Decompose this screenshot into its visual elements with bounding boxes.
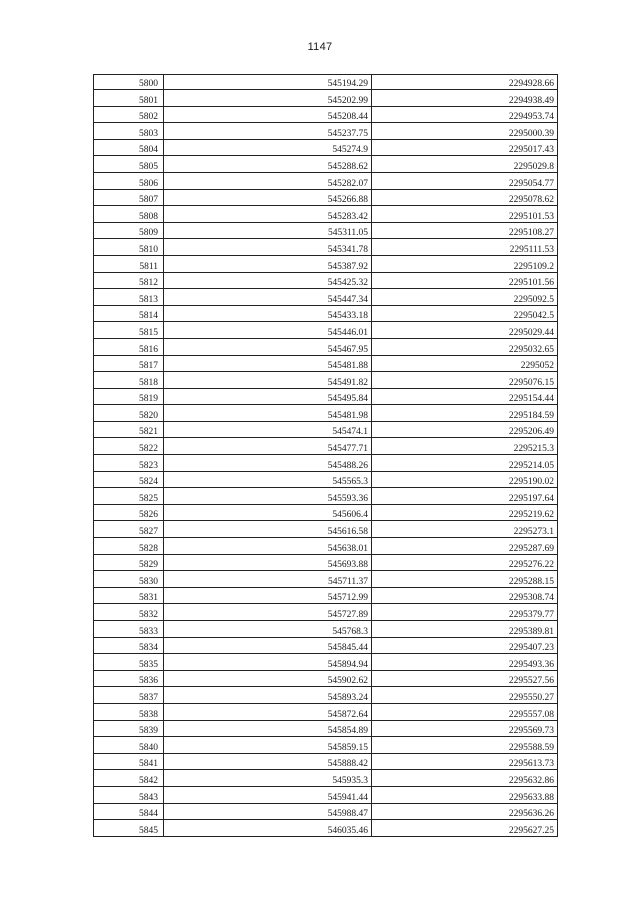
y-coordinate-cell: 2295000.39 <box>372 123 558 140</box>
point-id-cell: 5829 <box>94 554 164 571</box>
y-coordinate-cell: 2295527.56 <box>372 670 558 687</box>
x-coordinate-cell: 545446.01 <box>164 322 372 339</box>
point-id-cell: 5817 <box>94 355 164 372</box>
table-row <box>94 338 558 355</box>
page-number: 1147 <box>307 41 333 53</box>
point-id-cell: 5815 <box>94 322 164 339</box>
point-id-cell: 5836 <box>94 670 164 687</box>
x-coordinate-cell: 545467.95 <box>164 338 372 355</box>
point-id-cell: 5835 <box>94 654 164 671</box>
y-coordinate-cell: 2295092.5 <box>372 289 558 306</box>
table-row <box>94 820 558 837</box>
table-row <box>94 239 558 256</box>
x-coordinate-cell: 545491.82 <box>164 372 372 389</box>
point-id-cell: 5812 <box>94 272 164 289</box>
point-id-cell: 5807 <box>94 189 164 206</box>
x-coordinate-cell: 545288.62 <box>164 156 372 173</box>
x-coordinate-cell: 545481.88 <box>164 355 372 372</box>
point-id-cell: 5806 <box>94 172 164 189</box>
y-coordinate-cell: 2295029.44 <box>372 322 558 339</box>
point-id-cell: 5824 <box>94 471 164 488</box>
table-row <box>94 571 558 588</box>
y-coordinate-cell: 2295206.49 <box>372 421 558 438</box>
y-coordinate-cell: 2295632.86 <box>372 770 558 787</box>
x-coordinate-cell: 545208.44 <box>164 106 372 123</box>
x-coordinate-cell: 545893.24 <box>164 687 372 704</box>
point-id-cell: 5834 <box>94 637 164 654</box>
table-row <box>94 471 558 488</box>
x-coordinate-cell: 545311.05 <box>164 222 372 239</box>
point-id-cell: 5801 <box>94 90 164 107</box>
table-row <box>94 322 558 339</box>
point-id-cell: 5826 <box>94 504 164 521</box>
table-row <box>94 189 558 206</box>
point-id-cell: 5816 <box>94 338 164 355</box>
y-coordinate-cell: 2295550.27 <box>372 687 558 704</box>
point-id-cell: 5802 <box>94 106 164 123</box>
y-coordinate-cell: 2295029.8 <box>372 156 558 173</box>
x-coordinate-cell: 545935.3 <box>164 770 372 787</box>
y-coordinate-cell: 2295493.36 <box>372 654 558 671</box>
table-row <box>94 206 558 223</box>
point-id-cell: 5819 <box>94 388 164 405</box>
table-row <box>94 604 558 621</box>
y-coordinate-cell: 2295108.27 <box>372 222 558 239</box>
x-coordinate-cell: 545565.3 <box>164 471 372 488</box>
y-coordinate-cell: 2295557.08 <box>372 703 558 720</box>
table-row <box>94 803 558 820</box>
point-id-cell: 5800 <box>94 75 164 90</box>
y-coordinate-cell: 2295627.25 <box>372 820 558 837</box>
y-coordinate-cell: 2295032.65 <box>372 338 558 355</box>
point-id-cell: 5805 <box>94 156 164 173</box>
y-coordinate-cell: 2295109.2 <box>372 255 558 272</box>
table-row <box>94 670 558 687</box>
table-row <box>94 737 558 754</box>
y-coordinate-cell: 2295215.3 <box>372 438 558 455</box>
x-coordinate-cell: 545283.42 <box>164 206 372 223</box>
point-id-cell: 5809 <box>94 222 164 239</box>
table-row <box>94 621 558 638</box>
table-row <box>94 455 558 472</box>
y-coordinate-cell: 2294928.66 <box>372 75 558 90</box>
y-coordinate-cell: 2295389.81 <box>372 621 558 638</box>
y-coordinate-cell: 2295190.02 <box>372 471 558 488</box>
table-row <box>94 720 558 737</box>
x-coordinate-cell: 545988.47 <box>164 803 372 820</box>
point-id-cell: 5825 <box>94 488 164 505</box>
x-coordinate-cell: 545894.94 <box>164 654 372 671</box>
table-row <box>94 222 558 239</box>
x-coordinate-cell: 545433.18 <box>164 305 372 322</box>
x-coordinate-cell: 545593.36 <box>164 488 372 505</box>
table-row <box>94 637 558 654</box>
y-coordinate-cell: 2295111.53 <box>372 239 558 256</box>
y-coordinate-cell: 2295287.69 <box>372 538 558 555</box>
y-coordinate-cell: 2295636.26 <box>372 803 558 820</box>
table-row <box>94 289 558 306</box>
x-coordinate-cell: 545341.78 <box>164 239 372 256</box>
x-coordinate-cell: 545425.32 <box>164 272 372 289</box>
point-id-cell: 5820 <box>94 405 164 422</box>
x-coordinate-cell: 545845.44 <box>164 637 372 654</box>
table-row <box>94 786 558 803</box>
y-coordinate-cell: 2295184.59 <box>372 405 558 422</box>
point-id-cell: 5808 <box>94 206 164 223</box>
point-id-cell: 5843 <box>94 786 164 803</box>
table-row <box>94 272 558 289</box>
y-coordinate-cell: 2295273.1 <box>372 521 558 538</box>
coordinates-table-body <box>94 75 558 837</box>
x-coordinate-cell: 545941.44 <box>164 786 372 803</box>
point-id-cell: 5818 <box>94 372 164 389</box>
x-coordinate-cell: 545711.37 <box>164 571 372 588</box>
point-id-cell: 5823 <box>94 455 164 472</box>
point-id-cell: 5840 <box>94 737 164 754</box>
y-coordinate-cell: 2295017.43 <box>372 139 558 156</box>
x-coordinate-cell: 545481.98 <box>164 405 372 422</box>
x-coordinate-cell: 545727.89 <box>164 604 372 621</box>
x-coordinate-cell: 545237.75 <box>164 123 372 140</box>
point-id-cell: 5821 <box>94 421 164 438</box>
table-row <box>94 123 558 140</box>
table-row <box>94 421 558 438</box>
x-coordinate-cell: 545768.3 <box>164 621 372 638</box>
table-row <box>94 90 558 107</box>
table-row <box>94 521 558 538</box>
table-row <box>94 139 558 156</box>
y-coordinate-cell: 2295101.56 <box>372 272 558 289</box>
point-id-cell: 5833 <box>94 621 164 638</box>
point-id-cell: 5810 <box>94 239 164 256</box>
x-coordinate-cell: 545495.84 <box>164 388 372 405</box>
x-coordinate-cell: 545606.4 <box>164 504 372 521</box>
y-coordinate-cell: 2295613.73 <box>372 753 558 770</box>
y-coordinate-cell: 2295379.77 <box>372 604 558 621</box>
point-id-cell: 5839 <box>94 720 164 737</box>
y-coordinate-cell: 2295076.15 <box>372 372 558 389</box>
y-coordinate-cell: 2295154.44 <box>372 388 558 405</box>
table-row <box>94 156 558 173</box>
table-row <box>94 388 558 405</box>
x-coordinate-cell: 545194.29 <box>164 75 372 90</box>
x-coordinate-cell: 545477.71 <box>164 438 372 455</box>
x-coordinate-cell: 546035.46 <box>164 820 372 837</box>
y-coordinate-cell: 2295288.15 <box>372 571 558 588</box>
y-coordinate-cell: 2295633.88 <box>372 786 558 803</box>
x-coordinate-cell: 545854.89 <box>164 720 372 737</box>
point-id-cell: 5842 <box>94 770 164 787</box>
table-row <box>94 405 558 422</box>
table-row <box>94 488 558 505</box>
table-row <box>94 703 558 720</box>
y-coordinate-cell: 2294938.49 <box>372 90 558 107</box>
point-id-cell: 5830 <box>94 571 164 588</box>
point-id-cell: 5804 <box>94 139 164 156</box>
y-coordinate-cell: 2294953.74 <box>372 106 558 123</box>
table-row <box>94 587 558 604</box>
x-coordinate-cell: 545902.62 <box>164 670 372 687</box>
y-coordinate-cell: 2295078.62 <box>372 189 558 206</box>
y-coordinate-cell: 2295214.05 <box>372 455 558 472</box>
y-coordinate-cell: 2295308.74 <box>372 587 558 604</box>
table-row <box>94 305 558 322</box>
point-id-cell: 5811 <box>94 255 164 272</box>
table-row <box>94 654 558 671</box>
y-coordinate-cell: 2295101.53 <box>372 206 558 223</box>
table-row <box>94 106 558 123</box>
y-coordinate-cell: 2295052 <box>372 355 558 372</box>
x-coordinate-cell: 545638.01 <box>164 538 372 555</box>
x-coordinate-cell: 545616.58 <box>164 521 372 538</box>
y-coordinate-cell: 2295588.59 <box>372 737 558 754</box>
x-coordinate-cell: 545888.42 <box>164 753 372 770</box>
point-id-cell: 5832 <box>94 604 164 621</box>
point-id-cell: 5822 <box>94 438 164 455</box>
y-coordinate-cell: 2295407.23 <box>372 637 558 654</box>
x-coordinate-cell: 545202.99 <box>164 90 372 107</box>
x-coordinate-cell: 545447.34 <box>164 289 372 306</box>
y-coordinate-cell: 2295042.5 <box>372 305 558 322</box>
table-row <box>94 372 558 389</box>
table-row <box>94 172 558 189</box>
x-coordinate-cell: 545488.26 <box>164 455 372 472</box>
y-coordinate-cell: 2295219.62 <box>372 504 558 521</box>
table-row <box>94 770 558 787</box>
y-coordinate-cell: 2295197.64 <box>372 488 558 505</box>
x-coordinate-cell: 545693.88 <box>164 554 372 571</box>
table-row <box>94 355 558 372</box>
table-row <box>94 255 558 272</box>
coordinates-table <box>93 74 558 837</box>
x-coordinate-cell: 545387.92 <box>164 255 372 272</box>
point-id-cell: 5827 <box>94 521 164 538</box>
x-coordinate-cell: 545266.88 <box>164 189 372 206</box>
point-id-cell: 5814 <box>94 305 164 322</box>
table-row <box>94 753 558 770</box>
table-row <box>94 554 558 571</box>
x-coordinate-cell: 545712.99 <box>164 587 372 604</box>
x-coordinate-cell: 545859.15 <box>164 737 372 754</box>
table-row <box>94 504 558 521</box>
table-row <box>94 438 558 455</box>
table-row <box>94 687 558 704</box>
x-coordinate-cell: 545872.64 <box>164 703 372 720</box>
table-row <box>94 538 558 555</box>
point-id-cell: 5841 <box>94 753 164 770</box>
point-id-cell: 5831 <box>94 587 164 604</box>
y-coordinate-cell: 2295569.73 <box>372 720 558 737</box>
y-coordinate-cell: 2295054.77 <box>372 172 558 189</box>
point-id-cell: 5813 <box>94 289 164 306</box>
point-id-cell: 5828 <box>94 538 164 555</box>
x-coordinate-cell: 545274.9 <box>164 139 372 156</box>
point-id-cell: 5803 <box>94 123 164 140</box>
point-id-cell: 5838 <box>94 703 164 720</box>
point-id-cell: 5837 <box>94 687 164 704</box>
table-row <box>94 75 558 90</box>
y-coordinate-cell: 2295276.22 <box>372 554 558 571</box>
point-id-cell: 5844 <box>94 803 164 820</box>
x-coordinate-cell: 545282.07 <box>164 172 372 189</box>
x-coordinate-cell: 545474.1 <box>164 421 372 438</box>
point-id-cell: 5845 <box>94 820 164 837</box>
